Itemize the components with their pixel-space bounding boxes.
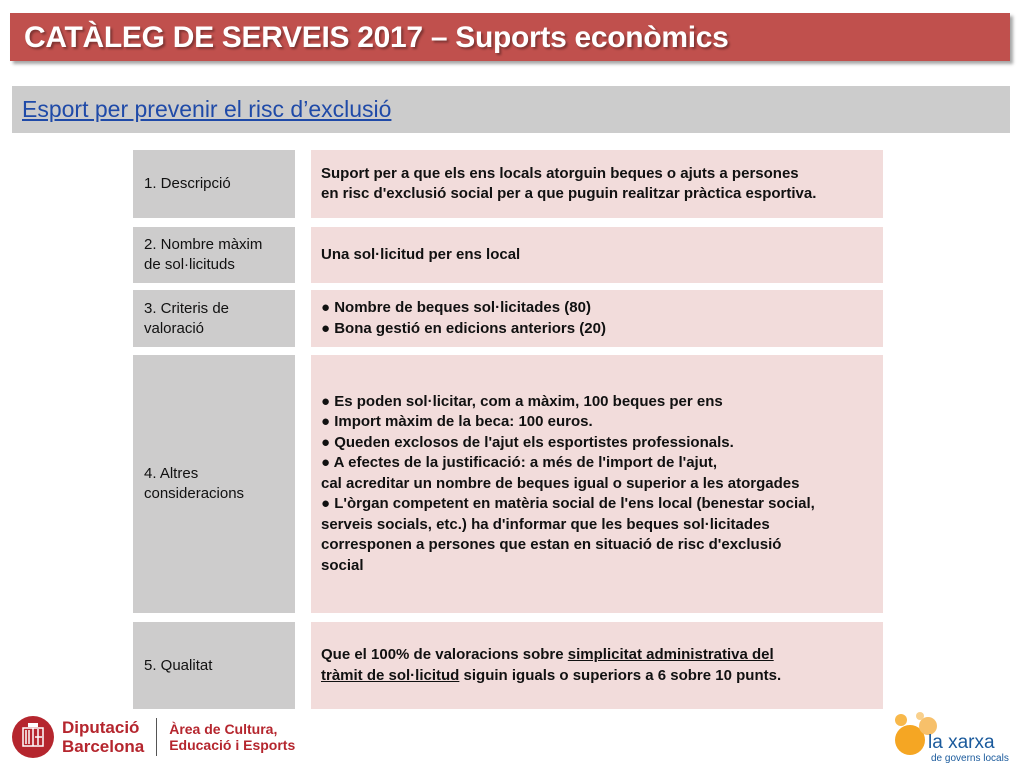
value-text: siguin iguals o superiors a 6 sobre 10 punts. [459,666,782,684]
network-name: la xarxa [928,732,995,753]
org-name [62,718,144,756]
row-label-qualitat [133,622,295,709]
xarxa-logo [888,708,1018,766]
org-name-line: Barcelona [62,737,145,756]
value-line: Suport per a que els ens locals atorguin beques o ajuts a persones [321,164,799,182]
network-tagline: de governs locals [931,753,1009,764]
org-name-line: Diputació [62,718,140,737]
row-label-text: 1. Descripció [144,175,231,192]
value-line: ● Queden exclosos de l'ajut els esportistes professionals. [321,433,734,451]
row-value-criteris [311,290,883,347]
area-name-line: Àrea de Cultura, [169,721,278,737]
value-line: ● Es poden sol·licitar, com a màxim, 100 beques per ens [321,392,723,410]
value-line: ● Import màxim de la beca: 100 euros. [321,413,593,431]
value-line: en risc d'exclusió social per a que puguin realitzar pràctica esportiva. [321,185,817,202]
row-value-qualitat [311,622,883,709]
row-label-nombre-maxim [133,227,295,283]
value-line: ● Bona gestió en edicions anteriors (20) [321,319,606,337]
value-line: ● A efectes de la justificació: a més de l'import de l'ajut, [321,454,718,472]
row-value-nombre-maxim [311,227,883,283]
row-label-criteris [133,290,295,347]
underlined-text: simplicitat administrativa del [567,646,774,663]
value-line [321,666,781,687]
row-value-descripcio [311,150,883,218]
diputacio-seal-icon [12,716,54,758]
value-line: ● L'òrgan competent en matèria social de l'ens local (benestar social, [321,495,815,513]
section-title-link[interactable]: Esport per prevenir el risc d’exclusió [22,96,392,122]
area-name-line: Educació i Esports [169,737,296,753]
row-label-text: 4. Altres [144,465,199,482]
row-value-altres [311,355,883,613]
section-bar [12,86,1010,133]
value-line: social [321,556,364,574]
value-line: Una sol·licitud per ens local [321,245,521,263]
value-line: ● Nombre de beques sol·licitades (80) [321,299,591,316]
page-title: CATÀLEG DE SERVEIS 2017 – Suports econòmics [24,21,729,54]
value-line: serveis socials, etc.) ha d'informar que les beques sol·licitades [321,515,770,533]
value-line: corresponen a persones que estan en situació de risc d'exclusió [321,536,782,554]
row-label-text: 5. Qualitat [144,656,213,674]
row-label-text: 2. Nombre màxim [144,236,263,253]
header-bar [10,13,1010,61]
value-text: Que el 100% de valoracions sobre [321,646,568,663]
row-label-text: 3. Criteris de [144,299,230,317]
row-label-text: valoració [144,319,205,337]
row-label-text: de sol·licituds [144,256,235,273]
row-label-text: consideracions [144,485,245,502]
value-line: cal acreditar un nombre de beques igual o superior a les atorgades [321,474,800,492]
value-line [321,645,781,666]
row-label-altres [133,355,295,613]
row-label-descripcio [133,150,295,218]
underlined-text: tràmit de sol·licitud [321,666,460,684]
footer-divider [156,718,157,756]
area-name [169,721,295,753]
footer-org [12,713,295,761]
